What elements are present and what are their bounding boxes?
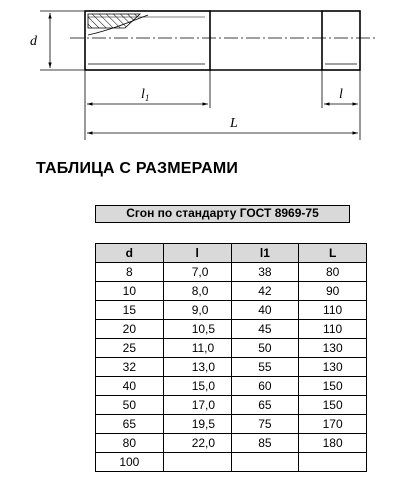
table-cell: 50 <box>96 396 164 415</box>
table-row <box>96 377 367 396</box>
table-cell: 38 <box>231 263 299 282</box>
table-cell: 20 <box>96 320 164 339</box>
dim-l1-label: $l_1$ <box>141 87 150 103</box>
table-cell: 60 <box>231 377 299 396</box>
table-cell: 65 <box>96 415 164 434</box>
table-cell: 15 <box>96 301 164 320</box>
table-cell: 130 <box>299 339 367 358</box>
table-cell: 100 <box>96 453 164 472</box>
table-cell: 40 <box>231 301 299 320</box>
table-cell: 7,0 <box>163 263 231 282</box>
table-row <box>96 320 367 339</box>
table-row <box>96 434 367 453</box>
table-row <box>96 263 367 282</box>
column-header: L <box>299 244 367 263</box>
table-cell: 110 <box>299 301 367 320</box>
table-cell: 8,0 <box>163 282 231 301</box>
table-row <box>96 301 367 320</box>
table-cell: 150 <box>299 377 367 396</box>
table-row <box>96 453 367 472</box>
table-cell: 180 <box>299 434 367 453</box>
table-header-row <box>96 244 367 263</box>
column-header: d <box>96 244 164 263</box>
table-cell: 75 <box>231 415 299 434</box>
table-cell: 55 <box>231 358 299 377</box>
table-row <box>96 415 367 434</box>
table-cell: 80 <box>299 263 367 282</box>
table-cell <box>299 453 367 472</box>
table-cell: 90 <box>299 282 367 301</box>
page-heading: ТАБЛИЦА С РАЗМЕРАМИ <box>36 160 239 177</box>
table-cell: 9,0 <box>163 301 231 320</box>
column-header: l <box>163 244 231 263</box>
table-row <box>96 339 367 358</box>
table-cell: 15,0 <box>163 377 231 396</box>
table-cell: 65 <box>231 396 299 415</box>
table-cell: 32 <box>96 358 164 377</box>
table-cell: 25 <box>96 339 164 358</box>
table-cell: 8 <box>96 263 164 282</box>
table-cell: 11,0 <box>163 339 231 358</box>
table-cell: 85 <box>231 434 299 453</box>
table-cell: 50 <box>231 339 299 358</box>
table-cell: 42 <box>231 282 299 301</box>
table-cell <box>163 453 231 472</box>
table-cell: 150 <box>299 396 367 415</box>
table-row <box>96 396 367 415</box>
table-cell: 110 <box>299 320 367 339</box>
table-cell: 13,0 <box>163 358 231 377</box>
table-cell: 19,5 <box>163 415 231 434</box>
table-cell: 40 <box>96 377 164 396</box>
table-cell: 45 <box>231 320 299 339</box>
thread-section-right <box>322 11 360 70</box>
table-row <box>96 282 367 301</box>
table-cell: 80 <box>96 434 164 453</box>
dim-l-label: l <box>339 87 343 102</box>
table-cell: 17,0 <box>163 396 231 415</box>
table-cell: 10 <box>96 282 164 301</box>
dim-L-label: L <box>230 116 238 131</box>
table-cell: 10,5 <box>163 320 231 339</box>
table-cell: 130 <box>299 358 367 377</box>
dimensions-table <box>95 243 367 472</box>
table-row <box>96 358 367 377</box>
table-cell: 22,0 <box>163 434 231 453</box>
pipe-fitting-drawing <box>0 0 411 150</box>
column-header: l1 <box>231 244 299 263</box>
table-cell <box>231 453 299 472</box>
table-caption: Сгон по стандарту ГОСТ 8969-75 <box>95 205 350 223</box>
dim-d-label: d <box>30 34 37 49</box>
table-cell: 170 <box>299 415 367 434</box>
